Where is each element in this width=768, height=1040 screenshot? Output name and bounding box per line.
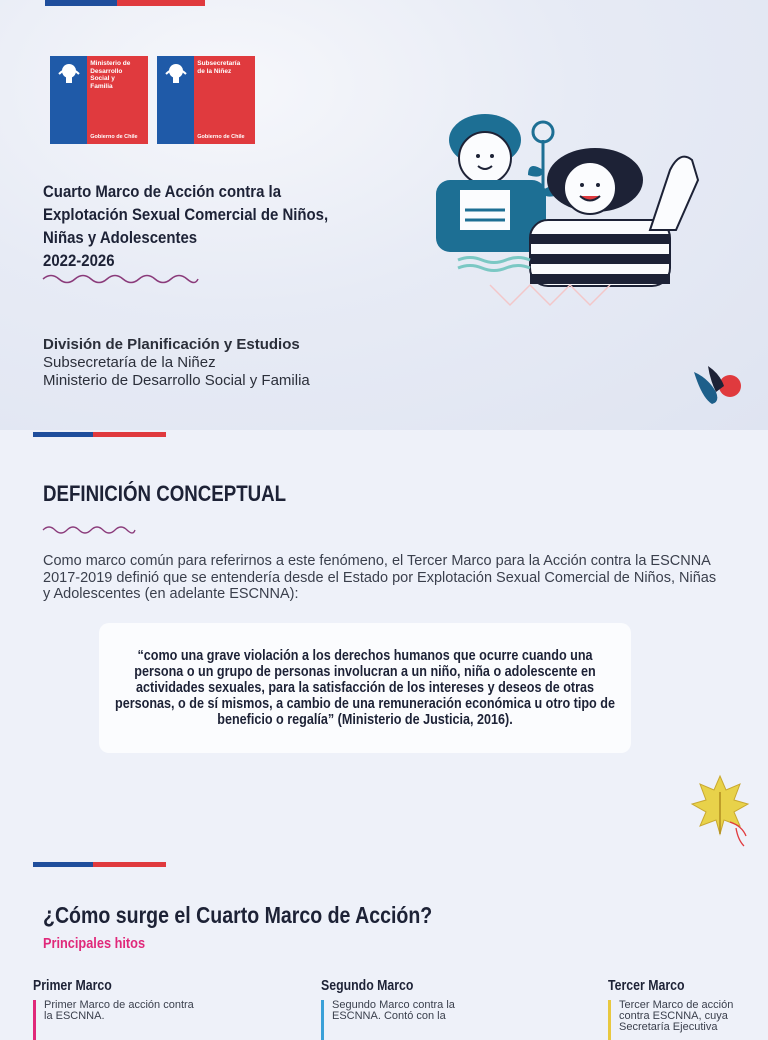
milestone-title: Segundo Marco xyxy=(321,978,414,994)
milestone-text: Primer Marco de acción contra la ESCNNA. xyxy=(33,1000,203,1040)
logo-footer: Gobierno de Chile xyxy=(87,126,148,144)
milestone-text: Tercer Marco de acción contra ESCNNA, cuya Secretaría Ejecutiva xyxy=(608,1000,763,1040)
logo-text-line: de la Niñez xyxy=(197,67,232,75)
logo-text-line: Subsecretaría xyxy=(197,60,241,67)
logo-footer: Gobierno de Chile xyxy=(194,126,255,144)
title-line: 2022-2026 xyxy=(43,251,115,270)
title-line: Cuarto Marco de Acción contra la xyxy=(43,182,282,201)
definition-intro: Como marco común para referirnos a este fenómeno, el Tercer Marco para la Acción contra la ESCNNA 2017-2019 definió que se entendería desde el Estado por Explotación Sexual Comercial de Niños, Niñas y Adolescentes (en adelante ESCNNA): xyxy=(43,553,717,602)
coat-of-arms-icon xyxy=(50,56,87,126)
subsecretaria-name: Subsecretaría de la Niñez xyxy=(43,354,216,371)
top-flag-bar xyxy=(45,0,205,6)
definition-heading: DEFINICIÓN CONCEPTUAL xyxy=(43,481,287,506)
milestone-text: Segundo Marco contra la ESCNNA. Contó con la xyxy=(321,1000,491,1040)
wave-decoration xyxy=(43,272,198,286)
bird-decoration-icon xyxy=(690,362,744,406)
logo-text-line: Social y xyxy=(90,75,115,82)
milestone-item xyxy=(321,978,491,1040)
origin-heading: ¿Cómo surge el Cuarto Marco de Acción? xyxy=(43,902,433,928)
section-divider xyxy=(33,432,166,437)
leaf-decoration-icon xyxy=(690,772,752,850)
milestone-title: Tercer Marco xyxy=(608,978,685,994)
origin-subheading: Principales hitos xyxy=(43,935,146,952)
division-name: División de Planificación y Estudios xyxy=(43,336,300,353)
milestone-item xyxy=(608,978,763,1040)
section-divider xyxy=(33,862,166,867)
wave-decoration xyxy=(43,524,135,536)
ministry-logo xyxy=(50,56,148,144)
ministerio-name: Ministerio de Desarrollo Social y Familia xyxy=(43,372,310,389)
children-illustration xyxy=(430,110,720,310)
definition-quote: “como una grave violación a los derechos humanos que ocurre cuando una persona o un grupo de personas involucran a un niño, niña o adolescente en actividades sexuales, para la satisfacción de los intereses y deseos de otras personas, o de sí mismos, a cambio de una remuneración económica u otro tipo de beneficio o regalía” (Ministerio de Justicia, 2016). xyxy=(115,647,615,728)
logo-text-line: Familia xyxy=(90,82,113,90)
document-title xyxy=(43,180,329,272)
title-line: Niñas y Adolescentes xyxy=(43,228,198,247)
logo-text-line: Ministerio de xyxy=(90,60,131,67)
title-line: Explotación Sexual Comercial de Niños, xyxy=(43,205,329,224)
definition-quote-card xyxy=(99,623,631,753)
logo-text-line: Desarrollo xyxy=(90,67,123,75)
subsecretaria-logo xyxy=(157,56,255,144)
coat-of-arms-icon xyxy=(157,56,194,126)
division-info xyxy=(43,336,310,390)
milestone-item xyxy=(33,978,203,1040)
milestone-title: Primer Marco xyxy=(33,978,112,994)
